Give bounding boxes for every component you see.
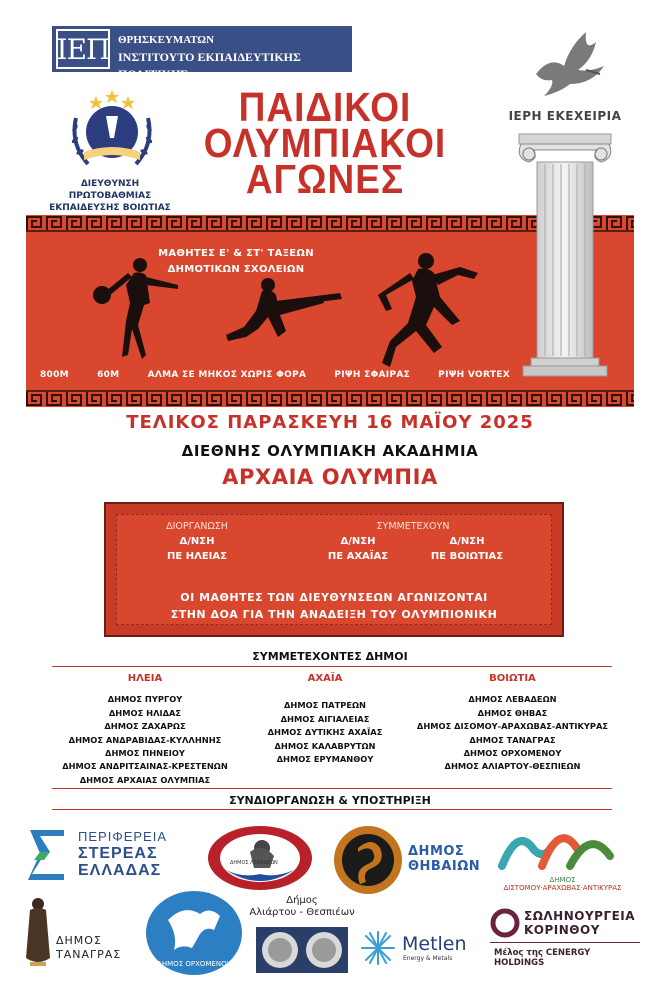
tanagra-name-line: ΔΗΜΟΣ <box>56 934 102 947</box>
thebes-emblem-icon <box>332 818 404 898</box>
event-item: ΡΙΨΗ VORTEX <box>438 370 510 380</box>
livadeia-emblem-icon <box>206 822 314 894</box>
thebes-name-line: ΔΗΜΟΣ <box>408 844 465 859</box>
thebes-name-line: ΘΗΒΑΙΩΝ <box>408 859 481 874</box>
meander-border-bottom <box>26 390 634 407</box>
metlen-logo <box>360 930 485 970</box>
region-column-viotia <box>415 672 610 774</box>
corinth-pipeworks-logo <box>490 908 640 968</box>
venue-name: ΑΡΧΑΙΑ ΟΛΥΜΠΙΑ <box>222 465 438 489</box>
page-title: ΠΑΙΔΙΚΟΙ ΟΛΥΜΠΙΑΚΟΙ ΑΓΩΝΕΣ <box>203 84 447 202</box>
divider <box>52 788 612 789</box>
list-item: ΔΗΜΟΣ ΕΡΥΜΑΝΘΟΥ <box>276 754 374 765</box>
livadeia-logo <box>206 822 314 894</box>
banner-subtitle: ΜΑΘΗΤΕΣ Ε' & ΣΤ' ΤΑΞΕΩΝ ΔΗΜΟΤΙΚΩΝ ΣΧΟΛΕΙΩΝ <box>158 248 314 275</box>
metlen-sub: Energy & Metals <box>403 955 453 962</box>
organiser-column: ΔΙΟΡΓΑΝΩΣΗ Δ/ΝΣΗ ΠΕ ΗΛΕΙΑΣ <box>147 519 247 564</box>
participant-column: Δ/ΝΣΗ ΠΕ ΑΧΑΪΑΣ <box>327 536 389 562</box>
list-item: ΔΗΜΟΣ ΠΑΤΡΕΩΝ <box>283 700 366 711</box>
event-item: 60Μ <box>97 370 120 380</box>
organised-label: ΔΙΟΡΓΑΝΩΣΗ <box>166 521 228 532</box>
directorate-emblem-icon <box>66 86 158 178</box>
list-item: ΔΗΜΟΣ ΔΙΣΟΜΟΥ-ΑΡΑΧΩΒΑΣ-ΑΝΤΙΚΥΡΑΣ <box>416 721 609 732</box>
region-name: ΒΟΙΩΤΙΑ <box>489 673 536 684</box>
list-item: ΔΗΜΟΣ ΑΛΙΑΡΤΟΥ-ΘΕΣΠΙΕΩΝ <box>444 761 581 772</box>
ionic-column-icon <box>515 128 615 388</box>
iep-logo <box>52 17 352 81</box>
list-item: ΔΗΜΟΣ ΟΡΧΟΜΕΝΟΥ <box>463 748 562 759</box>
list-item: ΔΗΜΟΣ ΔΥΤΙΚΗΣ ΑΧΑΪΑΣ <box>267 727 383 738</box>
list-item: ΔΗΜΟΣ ΘΗΒΑΣ <box>477 707 548 718</box>
list-item: ΔΗΜΟΣ ΑΙΓΙΑΛΕΙΑΣ <box>280 713 370 724</box>
list-item: ΔΗΜΟΣ ΠΥΡΓΟΥ <box>107 694 183 705</box>
metlen-name: Metlen <box>402 933 467 955</box>
aliartos-coins-icon <box>256 927 348 973</box>
list-item: ΔΗΜΟΣ ΛΕΒΑΔΕΩΝ <box>468 694 557 705</box>
event-item: 800Μ <box>40 370 69 380</box>
organisers-box <box>104 502 564 637</box>
svg-text:ΔΗΜΟΣ ΛΕΒΑΔΕΩΝ: ΔΗΜΟΣ ΛΕΒΑΔΕΩΝ <box>230 860 278 866</box>
region-name: ΑΧΑΪΑ <box>307 673 343 684</box>
orchomenos-logo <box>144 890 244 976</box>
discus-athlete-icon <box>88 255 188 370</box>
sacred-truce-label: ΙΕΡΗ ΕΚΕΧΕΙΡΙΑ <box>508 109 622 123</box>
list-item: ΔΗΜΟΣ ΖΑΧΑΡΩΣ <box>104 721 186 732</box>
corinth-name-line: ΚΟΡΙΝΘΟΥ <box>524 923 600 937</box>
tanagra-name-line: ΤΑΝΑΓΡΑΣ <box>56 948 122 961</box>
institute-line: ΙΝΣΤΙΤΟΥΤΟ ΕΚΠΑΙΔΕΥΤΙΚΗΣ ΠΟΛΙΤΙΚΗΣ <box>118 50 301 81</box>
final-date: ΤΕΛΙΚΟΣ ΠΑΡΑΣΚΕΥΗ 16 ΜΑΪΟΥ 2025 <box>126 412 534 433</box>
directorate-caption: ΔΙΕΥΘΥΝΣΗ ΠΡΩΤΟΒΑΘΜΙΑΣ ΕΚΠΑΙΔΕΥΣΗΣ ΒΟΙΩΤΙΑΣ <box>49 179 171 213</box>
distomo-logo <box>490 816 635 890</box>
event-item: ΑΛΜΑ ΣΕ ΜΗΚΟΣ ΧΩΡΙΣ ΦΟΡΑ <box>147 370 307 380</box>
participant-column: Δ/ΝΣΗ ΠΕ ΒΟΙΩΤΙΑΣ <box>430 536 504 562</box>
aliartos-name: Δήμος Αλιάρτου - Θεσπιέων <box>249 895 355 918</box>
tanagra-logo <box>22 896 142 976</box>
region-column-ilia <box>50 672 240 787</box>
mountains-icon <box>498 816 618 872</box>
dove-icon <box>530 26 610 102</box>
distomo-name: ΔΙΣΤΟΜΟΥ·ΑΡΑΧΩΒΑΣ·ΑΝΤΙΚΥΡΑΣ <box>503 884 622 892</box>
events-list <box>40 370 510 380</box>
list-item: ΔΗΜΟΣ ΚΑΛΑΒΡΥΤΩΝ <box>274 740 376 751</box>
thebes-logo <box>332 818 492 898</box>
event-item: ΡΙΨΗ ΣΦΑΙΡΑΣ <box>334 370 411 380</box>
list-item: ΔΗΜΟΣ ΑΝΔΡΑΒΙΔΑΣ-ΚΥΛΛΗΝΗΣ <box>68 734 222 745</box>
list-item: ΔΗΜΟΣ ΑΡΧΑΙΑΣ ΟΛΥΜΠΙΑΣ <box>79 774 211 785</box>
municipalities-heading: ΣΥΜΜΕΤΕΧΟΝΤΕΣ ΔΗΜΟΙ <box>252 650 408 663</box>
sterea-ellada-logo: ΠΕΡΙΦΕΡΕΙΑ ΣΤΕΡΕΑΣ ΕΛΛΑΔΑΣ <box>24 826 194 886</box>
academy-name: ΔΙΕΘΝΗΣ ΟΛΥΜΠΙΑΚΗ ΑΚΑΔΗΜΙΑ <box>181 442 479 460</box>
corinth-name-line: ΣΩΛΗΝΟΥΡΓΕΙΑ <box>524 909 636 923</box>
organisers-note: ΟΙ ΜΑΘΗΤΕΣ ΤΩΝ ΔΙΕΥΘΥΝΣΕΩΝ ΑΓΩΝΙΖΟΝΤΑΙ ΣΤΗΝ ΔΟΑ ΓΙΑ ΤΗΝ ΑΝΑΔΕΙΞΗ ΤΟΥ ΟΛΥΜΠΙΟΝΙΚΗ <box>170 591 498 621</box>
list-item: ΔΗΜΟΣ ΗΛΙΔΑΣ <box>108 707 182 718</box>
metlen-burst-icon <box>360 930 396 966</box>
orchomenos-emblem-icon <box>144 890 244 976</box>
participants-heading: ΣΥΜΜΕΤΕΧΟΥΝ <box>376 521 450 532</box>
long-jump-athlete-icon <box>216 275 356 360</box>
runner-athlete-icon <box>356 251 496 373</box>
divider <box>490 942 640 943</box>
divider <box>52 809 612 810</box>
corinth-subtitle: Μέλος της CENERGY HOLDINGS <box>494 948 591 968</box>
region-sigma-icon <box>24 826 70 884</box>
aliartos-logo <box>248 895 356 977</box>
tanagra-figurine-icon <box>22 896 54 966</box>
region-name: ΗΛΕΙΑ <box>127 673 163 684</box>
list-item: ΔΗΜΟΣ ΤΑΝΑΓΡΑΣ <box>469 734 556 745</box>
corinth-ring-icon <box>490 908 520 938</box>
region-column-achaia <box>250 672 400 766</box>
divider <box>52 666 612 667</box>
svg-text:ΔΗΜΟΣ ΟΡΧΟΜΕΝΟΥ: ΔΗΜΟΣ ΟΡΧΟΜΕΝΟΥ <box>157 960 231 968</box>
ministry-line: ΥΠΟΥΡΓΕΙΟ ΠΑΙΔΕΙΑΣ & ΘΡΗΣΚΕΥΜΑΤΩΝ <box>118 17 254 46</box>
list-item: ΔΗΜΟΣ ΠΗΝΕΙΟΥ <box>105 748 185 759</box>
support-heading: ΣΥΝΔΙΟΡΓΑΝΩΣΗ & ΥΠΟΣΤΗΡΙΞΗ <box>229 794 431 807</box>
iep-acronym: ΙΕΠ <box>56 29 110 69</box>
list-item: ΔΗΜΟΣ ΑΝΔΡΙΤΣΑΙΝΑΣ-ΚΡΕΣΤΕΝΩΝ <box>62 761 228 772</box>
distomo-prefix: ΔΗΜΟΣ <box>549 876 576 884</box>
